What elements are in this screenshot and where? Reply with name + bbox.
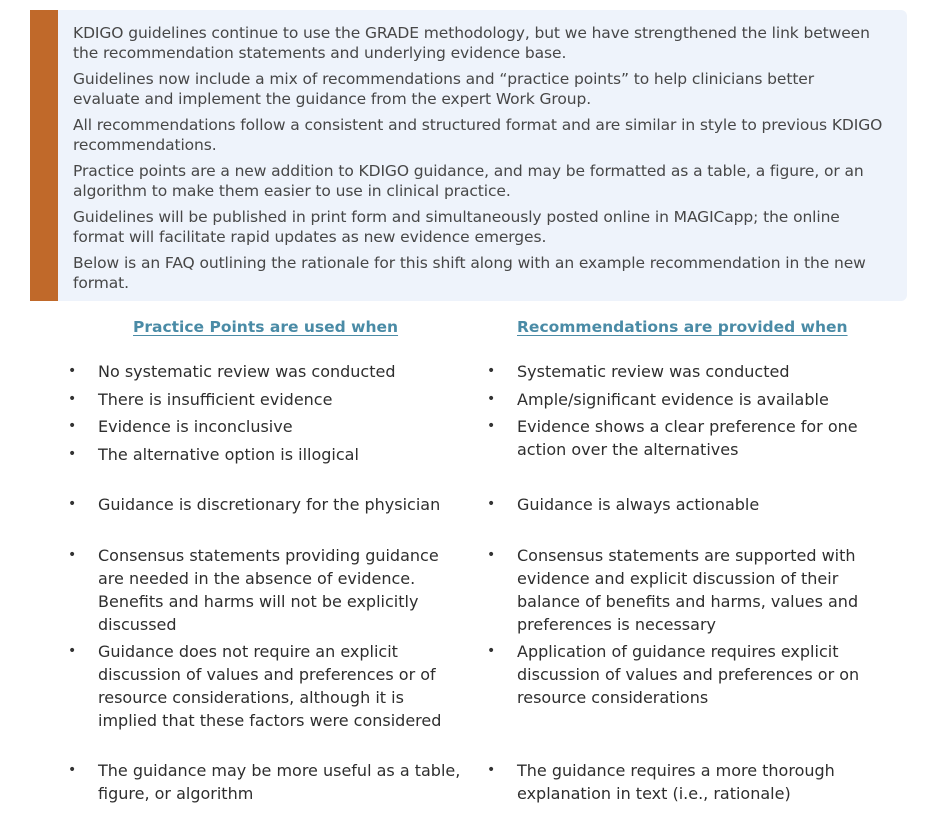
bullet-icon: • (487, 496, 496, 512)
list-item: • Guidance is always actionable (487, 495, 760, 514)
intro-box (30, 10, 907, 301)
recommendations-column (485, 315, 885, 803)
bullet-icon: • (487, 547, 496, 563)
list-item: • Evidence shows a clear preference for one action over the alternatives (487, 417, 858, 459)
intro-paragraph: Guidelines will be published in print form and simultaneously posted online in MAGICapp; the online format will facilitate rapid updates as new evidence emerges. (73, 208, 840, 246)
list-item: • The guidance may be more useful as a table, figure, or algorithm (68, 761, 461, 803)
practice-points-column (66, 315, 466, 803)
intro-text (73, 23, 883, 299)
intro-paragraph: Practice points are a new addition to KDIGO guidance, and may be formatted as a table, a figure, or an algorithm to make them easier to use in clinical practice. (73, 162, 864, 200)
list-item: • Guidance does not require an explicit discussion of values and preferences or of resource considerations, although it is implied that these factors were considered (68, 642, 442, 730)
bullet-icon: • (68, 363, 77, 379)
bullet-icon: • (68, 418, 77, 434)
intro-paragraph: All recommendations follow a consistent and structured format and are similar in style to previous KDIGO recommendations. (73, 116, 883, 154)
bullet-icon: • (68, 446, 77, 462)
list-item: • The alternative option is illogical (68, 445, 359, 464)
list-item: • Guidance is discretionary for the physician (68, 495, 441, 514)
intro-paragraph: Below is an FAQ outlining the rationale for this shift along with an example recommendation in the new format. (73, 254, 866, 292)
bullet-icon: • (68, 391, 77, 407)
bullet-icon: • (487, 762, 496, 778)
bullet-icon: • (68, 762, 77, 778)
bullet-icon: • (487, 643, 496, 659)
list-item: • Application of guidance requires explicit discussion of values and preferences or on resource considerations (487, 642, 860, 707)
list-item: • Consensus statements providing guidance are needed in the absence of evidence. Benefits and harms will not be explicitly discussed (68, 546, 439, 634)
list-item: • Ample/significant evidence is available (487, 390, 829, 409)
list-item: • The guidance requires a more thorough explanation in text (i.e., rationale) (487, 761, 835, 803)
bullet-icon: • (68, 643, 77, 659)
list-item: • Systematic review was conducted (487, 362, 790, 381)
bullet-icon: • (68, 496, 77, 512)
accent-bar (30, 10, 58, 301)
practice-points-heading: Practice Points are used when (133, 318, 399, 336)
list-item: • No systematic review was conducted (68, 362, 396, 381)
list-item: • There is insufficient evidence (68, 390, 333, 409)
bullet-icon: • (487, 363, 496, 379)
bullet-icon: • (487, 391, 496, 407)
list-item: • Consensus statements are supported with evidence and explicit discussion of their balance of benefits and harms, values and preferences is necessary (487, 546, 859, 634)
bullet-icon: • (487, 418, 496, 434)
intro-paragraph: Guidelines now include a mix of recommendations and “practice points” to help clinicians better evaluate and implement the guidance from the expert Work Group. (73, 70, 815, 108)
list-item: • Evidence is inconclusive (68, 417, 293, 436)
intro-paragraph: KDIGO guidelines continue to use the GRADE methodology, but we have strengthened the link between the recommendation statements and underlying evidence base. (73, 24, 870, 62)
bullet-icon: • (68, 547, 77, 563)
recommendations-heading: Recommendations are provided when (517, 318, 848, 336)
